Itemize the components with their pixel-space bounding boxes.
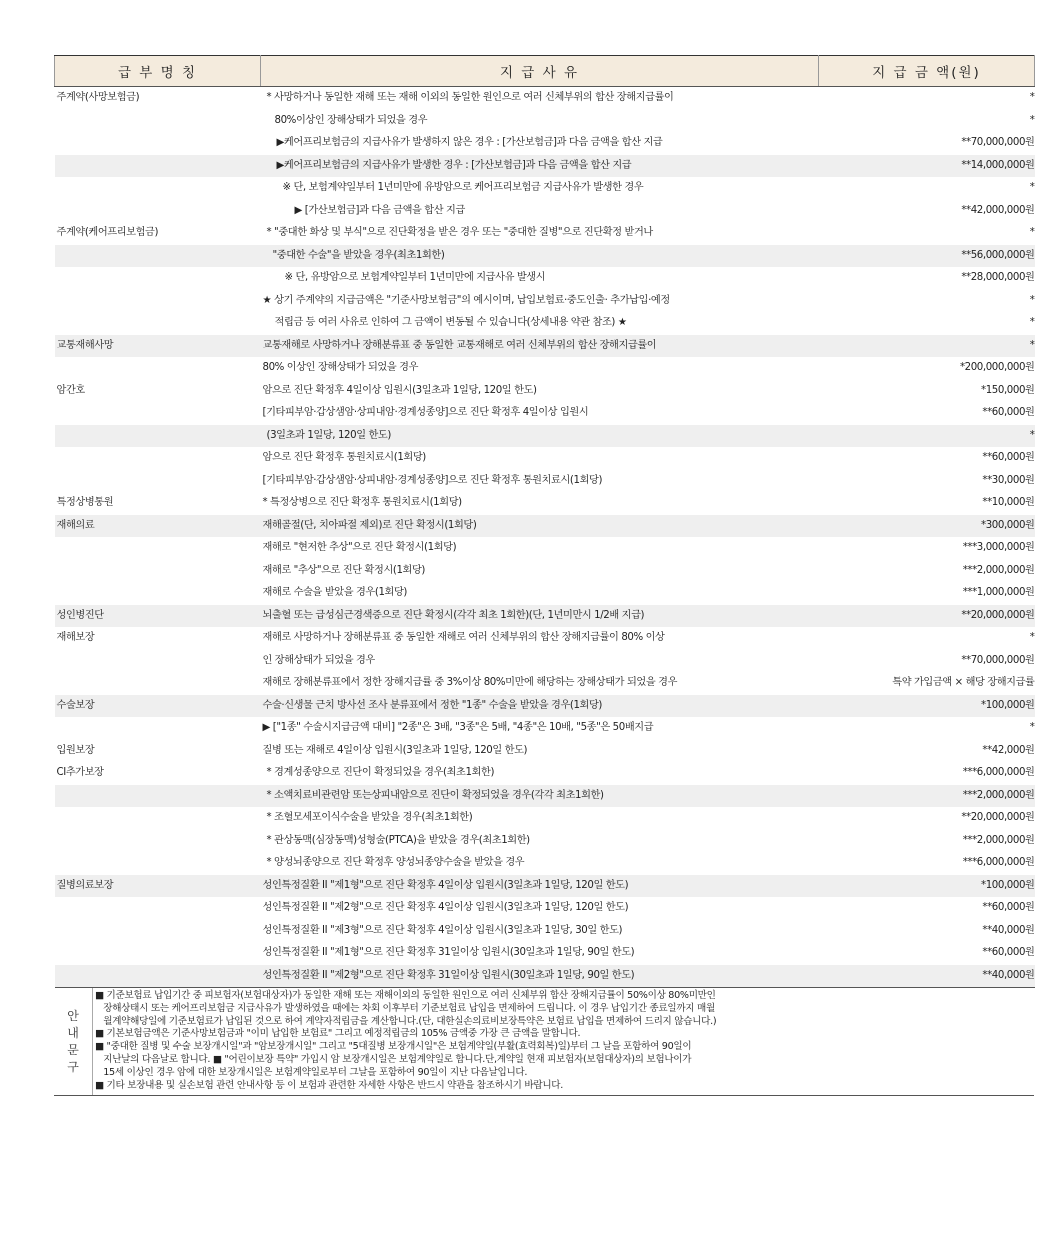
table-row — [55, 852, 1035, 875]
payment-reason-cell: 재해로 사망하거나 장해분류표 중 동일한 재해로 여러 신체부위의 합산 장해지급률이 80% 이상 — [262, 632, 665, 644]
table-row — [55, 380, 1035, 403]
table-row — [55, 515, 1035, 538]
benefit-name-cell: 재해의료 — [55, 515, 261, 538]
benefit-name-cell — [55, 425, 261, 448]
header-payment-reason: 지 급 사 유 — [261, 56, 819, 87]
payment-amount-cell: **70,000,000원 — [961, 137, 1035, 149]
payment-amount-cell: ***2,000,000원 — [962, 834, 1035, 846]
payment-amount-cell: * — [1029, 722, 1035, 734]
benefit-name-cell — [55, 785, 261, 808]
table-row — [55, 897, 1035, 920]
benefit-name-cell — [55, 560, 261, 583]
table-row — [55, 222, 1035, 245]
benefit-name-cell: 주계약(사망보험금) — [56, 92, 140, 104]
payment-amount-cell: * — [1029, 92, 1035, 104]
payment-amount-cell: * — [1029, 114, 1035, 126]
payment-reason-cell: 성인특정질환 II "제1형"으로 진단 확정후 31일이상 입원시(30일초과 1일당, 90일 한도) — [262, 947, 635, 959]
table-row — [55, 447, 1035, 470]
notice-label — [54, 988, 93, 1095]
notice-line: 장해상태시 또는 케어프리보험금 지급사유가 발생하였을 때에는 차회 이후부터 기준보험료 납입을 면제하여 드립니다. 이 경우 납입기간 종료일까지 매월 — [95, 1002, 715, 1014]
payment-reason-cell: 교통재해로 사망하거나 장해분류표 중 동일한 교통재해로 여러 신체부위의 합산 장해지급률이 — [261, 335, 819, 358]
table-row — [55, 132, 1035, 155]
payment-amount-cell: **70,000,000원 — [961, 654, 1035, 666]
payment-reason-cell: ▶ ["1종" 수술시지급금액 대비] "2종"은 3배, "3종"은 5배, "4종"은 10배, "5종"은 50배지급 — [262, 722, 654, 734]
payment-reason-cell: ★ 상기 주계약의 지급금액은 "기준사망보험금"의 예시이며, 납입보험료·중도인출· 추가납입·예정 — [262, 294, 670, 306]
payment-reason-cell: 재해로 장해분류표에서 정한 장해지급률 중 3%이상 80%미만에 해당하는 장해상태가 되었을 경우 — [262, 677, 678, 689]
payment-amount-cell: ***6,000,000원 — [962, 767, 1035, 779]
benefit-name-cell — [55, 965, 261, 988]
payment-reason-cell: * 사망하거나 동일한 재해 또는 재해 이외의 동일한 원인으로 여러 신체부위의 합산 장해지급률이 — [266, 92, 674, 104]
payment-amount-cell: **40,000원 — [982, 924, 1035, 936]
benefit-name-cell: 질병의료보장 — [55, 875, 261, 898]
table-row — [55, 695, 1035, 718]
payment-reason-cell: 암으로 진단 확정후 통원치료시(1회당) — [262, 452, 426, 464]
payment-reason-cell: 재해로 "추상"으로 진단 확정시(1회당) — [262, 564, 425, 576]
benefit-name-cell — [55, 897, 261, 920]
benefit-name-cell: 교통재해사망 — [55, 335, 261, 358]
benefit-name-cell — [55, 290, 261, 313]
notice-section — [54, 988, 1034, 1096]
benefit-name-cell — [55, 582, 261, 605]
payment-amount-cell: * — [1029, 227, 1035, 239]
payment-amount-cell: **20,000,000원 — [961, 812, 1035, 824]
benefit-name-cell: 특정상병통원 — [56, 497, 114, 509]
payment-reason-cell: [기타피부암·갑상샘암·상피내암·경계성종양]으로 진단 확정후 4일이상 입원시 — [262, 407, 589, 419]
payment-reason-cell: * 경계성종양으로 진단이 확정되었을 경우(최초1회한) — [266, 767, 495, 779]
benefit-name-cell — [55, 920, 261, 943]
payment-reason-cell: 재해로 수술을 받았을 경우(1회당) — [262, 587, 407, 599]
benefit-name-cell: 성인병진단 — [55, 605, 261, 628]
payment-reason-cell: ※ 단, 보험계약일부터 1년미만에 유방암으로 케어프리보험금 지급사유가 발생한 경우 — [282, 182, 644, 194]
table-row — [55, 402, 1035, 425]
payment-amount-cell: * — [819, 335, 1035, 358]
table-row — [55, 492, 1035, 515]
payment-amount-cell: **60,000원 — [982, 452, 1035, 464]
table-header-row — [55, 56, 1035, 87]
payment-amount-cell: ***1,000,000원 — [962, 587, 1035, 599]
payment-amount-cell: *300,000원 — [819, 515, 1035, 538]
payment-reason-cell: 80%이상인 장해상태가 되었을 경우 — [274, 114, 428, 126]
table-row — [55, 87, 1035, 110]
payment-amount-cell: * — [1029, 182, 1035, 194]
payment-reason-cell: * "중대한 화상 및 부식"으로 진단확정을 받은 경우 또는 "중대한 질병"으로 진단확정 받거나 — [266, 227, 653, 239]
payment-reason-cell: (3일초과 1일당, 120일 한도) — [261, 425, 819, 448]
benefit-name-cell: 입원보장 — [56, 744, 95, 756]
notice-label-char: 문 — [67, 1042, 79, 1057]
payment-reason-cell: 재해골절(단, 치아파절 제외)로 진단 확정시(1회당) — [261, 515, 819, 538]
payment-reason-cell: 뇌출혈 또는 급성심근경색증으로 진단 확정시(각각 최초 1회한)(단, 1년미만시 1/2배 지급) — [261, 605, 819, 628]
payment-amount-cell: *100,000원 — [819, 695, 1035, 718]
payment-amount-cell: **60,000원 — [982, 902, 1035, 914]
payment-amount-cell: **20,000,000원 — [819, 605, 1035, 628]
benefit-name-cell — [55, 717, 261, 740]
payment-amount-cell: **28,000,000원 — [961, 272, 1035, 284]
payment-reason-cell: ▶ [가산보험금]과 다음 금액을 합산 지급 — [294, 204, 465, 216]
notice-line: 월계약해당일에 기준보험료가 납입된 것으로 하여 계약자적립금을 계산합니다.(단, 대한실손의료비보장특약은 보험료 납입을 면제하여 드리지 않습니다.) — [95, 1015, 717, 1027]
table-row — [55, 200, 1035, 223]
benefit-name-cell: 수술보장 — [55, 695, 261, 718]
payment-reason-cell: [기타피부암·갑상샘암·상피내암·경계성종양]으로 진단 확정후 통원치료시(1회당) — [262, 474, 603, 486]
benefit-name-cell — [55, 132, 261, 155]
payment-reason-cell: "중대한 수술"을 받았을 경우(최초1회한) — [261, 245, 819, 268]
benefit-name-cell: 주계약(케어프리보험금) — [56, 227, 159, 239]
table-row — [55, 357, 1035, 380]
notice-body — [93, 988, 1034, 1095]
payment-reason-cell: * 소액치료비관련암 또는상피내암으로 진단이 확정되었을 경우(각각 최초1회한) — [261, 785, 819, 808]
benefit-name-cell — [55, 852, 261, 875]
benefit-name-cell: CI추가보장 — [56, 767, 104, 779]
benefit-name-cell — [55, 447, 261, 470]
table-row — [55, 740, 1035, 763]
notice-line: ■ 기타 보장내용 및 실손보험 관련 안내사항 등 이 보험과 관련한 자세한 사항은 반드시 약관을 참조하시기 바랍니다. — [95, 1079, 564, 1091]
payment-reason-cell: 적립금 등 여러 사유로 인하여 그 금액이 변동될 수 있습니다(상세내용 약관 참조) ★ — [274, 317, 627, 329]
payment-reason-cell: * 조혈모세포이식수술을 받았을 경우(최초1회한) — [266, 812, 473, 824]
payment-reason-cell: * 양성뇌종양으로 진단 확정후 양성뇌종양수술을 받았을 경우 — [266, 857, 525, 869]
payment-amount-cell: ***6,000,000원 — [962, 857, 1035, 869]
table-row — [55, 717, 1035, 740]
table-row — [55, 830, 1035, 853]
table-row — [55, 470, 1035, 493]
payment-amount-cell: * — [1029, 632, 1035, 644]
table-row — [55, 537, 1035, 560]
notice-line: 15세 이상인 경우 암에 대한 보장개시일은 보험계약일로부터 그날을 포함하여 90일이 지난 다음날입니다. — [95, 1066, 528, 1078]
table-row — [55, 582, 1035, 605]
payment-amount-cell: **14,000,000원 — [819, 155, 1035, 178]
payment-amount-cell: * — [1029, 317, 1035, 329]
benefit-name-cell — [55, 312, 261, 335]
payment-reason-cell: 80% 이상인 장해상태가 되었을 경우 — [262, 362, 419, 374]
table-row — [55, 875, 1035, 898]
benefits-document — [54, 55, 1034, 1096]
payment-reason-cell: 인 장해상태가 되었을 경우 — [262, 654, 375, 666]
payment-reason-cell: ▶케어프리보험금의 지급사유가 발생하지 않은 경우 : [가산보험금]과 다음 금액을 합산 지급 — [276, 137, 663, 149]
payment-reason-cell: * 관상동맥(심장동맥)성형술(PTCA)을 받았을 경우(최초1회한) — [266, 834, 530, 846]
table-row — [55, 762, 1035, 785]
table-row — [55, 920, 1035, 943]
table-row — [55, 560, 1035, 583]
table-row — [55, 785, 1035, 808]
payment-amount-cell: *150,000원 — [981, 384, 1035, 396]
payment-amount-cell: * — [1029, 294, 1035, 306]
payment-reason-cell: 성인특정질환 II "제2형"으로 진단 확정후 4일이상 입원시(3일초과 1일당, 120일 한도) — [262, 902, 629, 914]
payment-reason-cell: * 특정상병으로 진단 확정후 통원치료시(1회당) — [262, 497, 462, 509]
payment-amount-cell: **60,000원 — [982, 947, 1035, 959]
payment-amount-cell: **30,000원 — [982, 474, 1035, 486]
benefit-name-cell: 재해보장 — [56, 632, 95, 644]
payment-amount-cell: 특약 가입금액 × 해당 장해지급률 — [892, 677, 1035, 689]
table-row — [55, 425, 1035, 448]
payment-amount-cell: *100,000원 — [819, 875, 1035, 898]
table-row — [55, 290, 1035, 313]
payment-amount-cell: ***3,000,000원 — [962, 542, 1035, 554]
payment-reason-cell: 성인특정질환 II "제3형"으로 진단 확정후 4일이상 입원시(3일초과 1일당, 30일 한도) — [262, 924, 623, 936]
notice-label-char: 내 — [67, 1025, 79, 1040]
benefit-name-cell — [55, 267, 261, 290]
benefit-name-cell — [55, 942, 261, 965]
payment-amount-cell: ***2,000,000원 — [819, 785, 1035, 808]
notice-line: ■ 기준보험료 납입기간 중 피보험자(보험대상자)가 동일한 재해 또는 재해이외의 동일한 원인으로 여러 신체부위 합산 장해지급률이 50%이상 80%미만인 — [95, 990, 716, 1001]
benefit-name-cell — [55, 110, 261, 133]
header-payment-amount: 지 급 금 액(원) — [819, 56, 1035, 87]
benefit-name-cell — [55, 177, 261, 200]
benefit-name-cell — [55, 650, 261, 673]
benefit-name-cell — [55, 830, 261, 853]
benefit-name-cell — [55, 807, 261, 830]
table-row — [55, 245, 1035, 268]
table-row — [55, 110, 1035, 133]
payment-amount-cell: **42,000,000원 — [961, 204, 1035, 216]
payment-amount-cell: **60,000원 — [982, 407, 1035, 419]
header-benefit-name: 급 부 명 칭 — [55, 56, 261, 87]
benefit-name-cell — [55, 245, 261, 268]
benefit-name-cell — [55, 470, 261, 493]
payment-reason-cell: 질병 또는 재해로 4일이상 입원시(3일초과 1일당, 120일 한도) — [262, 744, 528, 756]
payment-amount-cell: ***2,000,000원 — [962, 564, 1035, 576]
payment-amount-cell: *200,000,000원 — [959, 362, 1035, 374]
benefit-name-cell — [55, 672, 261, 695]
payment-reason-cell: 암으로 진단 확정후 4일이상 입원시(3일초과 1일당, 120일 한도) — [262, 384, 537, 396]
payment-amount-cell: **40,000원 — [819, 965, 1035, 988]
payment-amount-cell: * — [819, 425, 1035, 448]
benefit-name-cell — [55, 537, 261, 560]
table-row — [55, 267, 1035, 290]
table-row — [55, 650, 1035, 673]
benefit-name-cell: 암간호 — [56, 384, 85, 396]
payment-reason-cell: 성인특정질환 II "제1형"으로 진단 확정후 4일이상 입원시(3일초과 1일당, 120일 한도) — [261, 875, 819, 898]
table-row — [55, 627, 1035, 650]
notice-line: ■ 기본보험금액은 기준사망보험금과 "이미 납입한 보험료" 그리고 예정적립금의 105% 금액중 가장 큰 금액을 말합니다. — [95, 1028, 581, 1040]
payment-reason-cell: 재해로 "현저한 추상"으로 진단 확정시(1회당) — [262, 542, 457, 554]
table-row — [55, 942, 1035, 965]
table-row — [55, 335, 1035, 358]
table-row — [55, 965, 1035, 988]
notice-label-char: 안 — [67, 1008, 79, 1023]
benefits-table — [54, 55, 1035, 988]
table-row — [55, 672, 1035, 695]
payment-reason-cell: 수술·신생물 근치 방사선 조사 분류표에서 정한 "1종" 수술을 받았을 경우(1회당) — [261, 695, 819, 718]
payment-reason-cell: ▶케어프리보험금의 지급사유가 발생한 경우 : [가산보험금]과 다음 금액을 합산 지급 — [261, 155, 819, 178]
benefit-name-cell — [55, 402, 261, 425]
payment-amount-cell: **42,000원 — [982, 744, 1035, 756]
table-row — [55, 605, 1035, 628]
payment-amount-cell: **56,000,000원 — [819, 245, 1035, 268]
table-row — [55, 155, 1035, 178]
payment-reason-cell: 성인특정질환 II "제2형"으로 진단 확정후 31일이상 입원시(30일초과 1일당, 90일 한도) — [261, 965, 819, 988]
table-row — [55, 807, 1035, 830]
notice-label-char: 구 — [67, 1059, 79, 1074]
payment-amount-cell: **10,000원 — [982, 497, 1035, 509]
notice-line: 지난날의 다음날로 합니다. ■ "어린이보장 특약" 가입시 암 보장개시일은 보험계약일로 합니다.단,계약일 현재 피보험자(보험대상자)의 보험나이가 — [95, 1053, 692, 1065]
payment-reason-cell: ※ 단, 유방암으로 보험계약일부터 1년미만에 지급사유 발생시 — [284, 272, 546, 284]
table-row — [55, 312, 1035, 335]
benefit-name-cell — [55, 200, 261, 223]
table-row — [55, 177, 1035, 200]
benefit-name-cell — [55, 357, 261, 380]
notice-line: ■ "중대한 질병 및 수술 보장개시일"과 "암보장개시일" 그리고 "5대질병 보장개시일"은 보험계약일(부활(효력회복)일)부터 그 날을 포함하여 90일이 — [95, 1041, 692, 1053]
benefit-name-cell — [55, 155, 261, 178]
